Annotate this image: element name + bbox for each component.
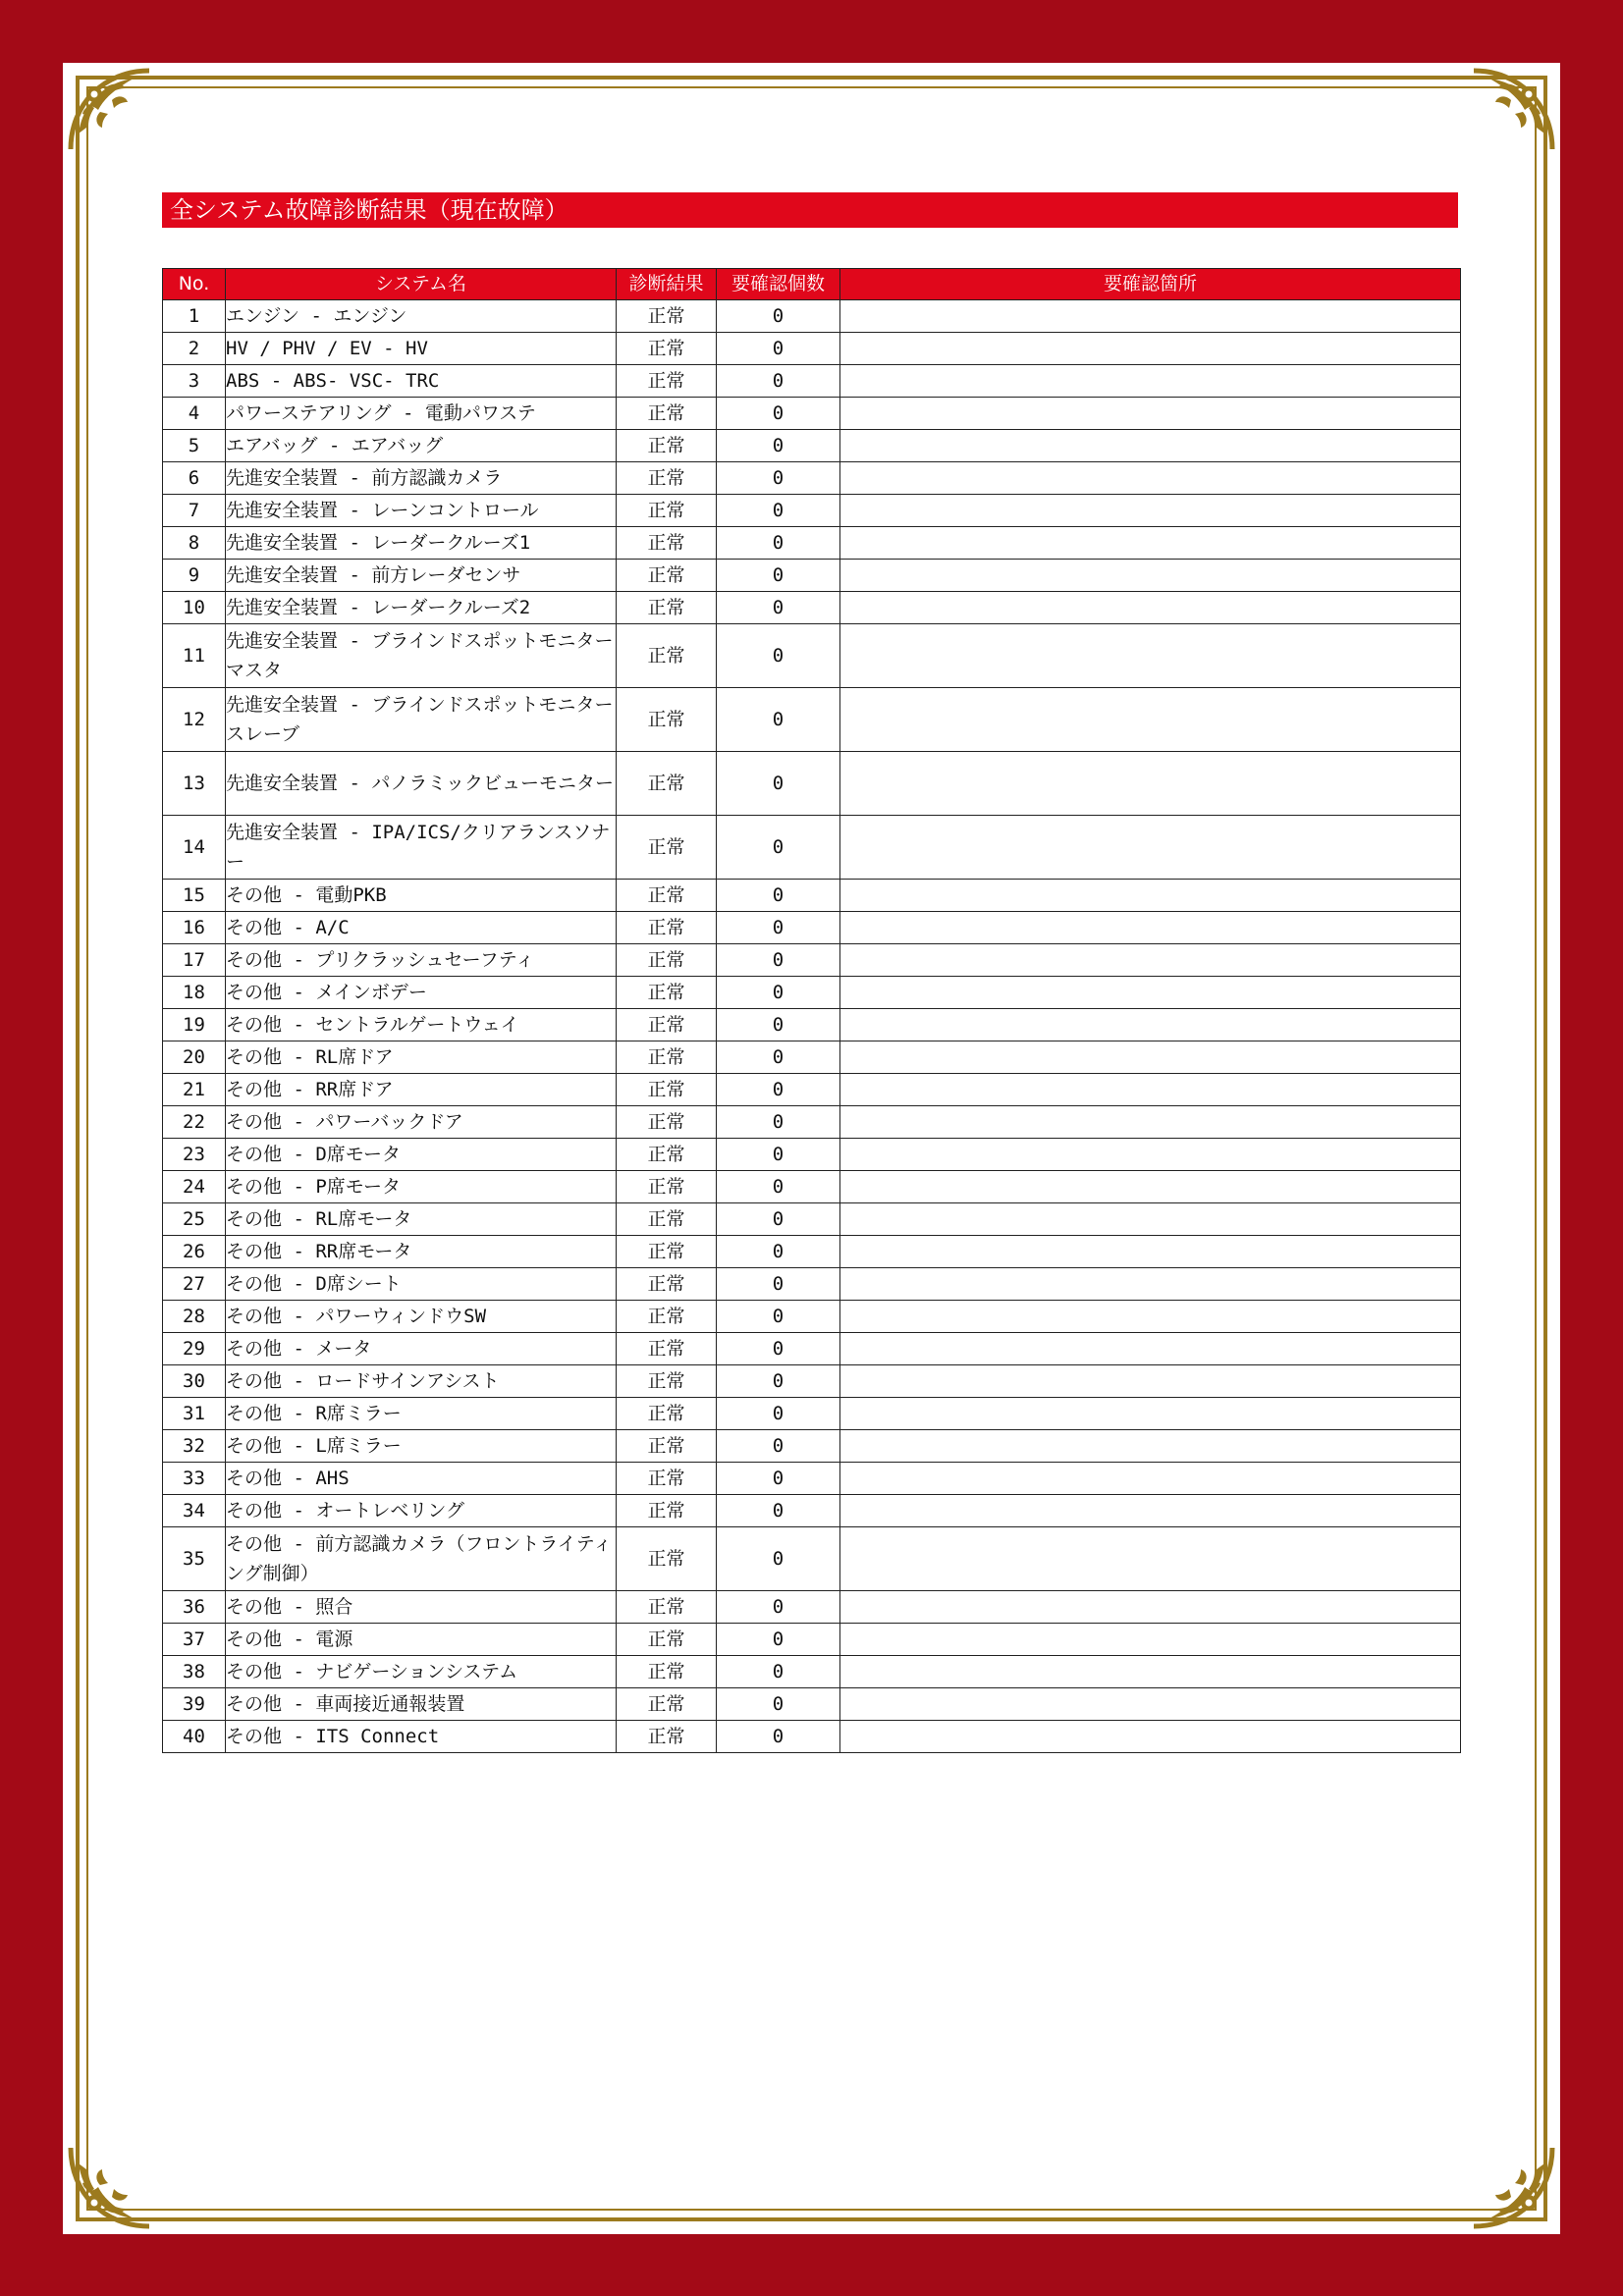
cell-check-location — [840, 688, 1461, 752]
cell-no: 16 — [163, 912, 226, 944]
cell-check-location — [840, 398, 1461, 430]
cell-check-count: 0 — [717, 430, 840, 462]
cell-result: 正常 — [617, 1527, 717, 1591]
cell-check-count: 0 — [717, 1268, 840, 1301]
cell-result: 正常 — [617, 1463, 717, 1495]
cell-no: 25 — [163, 1203, 226, 1236]
table-row — [163, 398, 1461, 430]
cell-system-name: 先進安全装置 - 前方認識カメラ — [226, 462, 617, 495]
table-row — [163, 1527, 1461, 1591]
cell-result: 正常 — [617, 912, 717, 944]
cell-no: 35 — [163, 1527, 226, 1591]
cell-check-count: 0 — [717, 1463, 840, 1495]
cell-result: 正常 — [617, 333, 717, 365]
cell-system-name: ABS - ABS- VSC- TRC — [226, 365, 617, 398]
cell-result: 正常 — [617, 1398, 717, 1430]
cell-no: 32 — [163, 1430, 226, 1463]
cell-no: 19 — [163, 1009, 226, 1041]
cell-check-location — [840, 527, 1461, 560]
cell-result: 正常 — [617, 592, 717, 624]
cell-check-location — [840, 977, 1461, 1009]
cell-check-count: 0 — [717, 1688, 840, 1721]
cell-result: 正常 — [617, 560, 717, 592]
cell-system-name: その他 - オートレベリング — [226, 1495, 617, 1527]
cell-system-name: その他 - RR席モータ — [226, 1236, 617, 1268]
table-row — [163, 752, 1461, 816]
cell-check-location — [840, 560, 1461, 592]
table-row — [163, 688, 1461, 752]
cell-check-location — [840, 1463, 1461, 1495]
cell-check-count: 0 — [717, 462, 840, 495]
table-row — [163, 333, 1461, 365]
table-row — [163, 495, 1461, 527]
cell-check-count: 0 — [717, 1495, 840, 1527]
cell-check-location — [840, 300, 1461, 333]
cell-check-location — [840, 1171, 1461, 1203]
cell-result: 正常 — [617, 1106, 717, 1139]
table-row — [163, 1365, 1461, 1398]
cell-check-count: 0 — [717, 1171, 840, 1203]
cell-no: 3 — [163, 365, 226, 398]
cell-result: 正常 — [617, 1041, 717, 1074]
cell-system-name: その他 - プリクラッシュセーフティ — [226, 944, 617, 977]
header-system-name: システム名 — [226, 269, 617, 300]
cell-system-name: エンジン - エンジン — [226, 300, 617, 333]
cell-no: 31 — [163, 1398, 226, 1430]
cell-check-location — [840, 1624, 1461, 1656]
cell-check-count: 0 — [717, 1236, 840, 1268]
table-body — [163, 300, 1461, 1753]
cell-result: 正常 — [617, 365, 717, 398]
table-row — [163, 1495, 1461, 1527]
cell-check-location — [840, 495, 1461, 527]
cell-system-name: その他 - 照合 — [226, 1591, 617, 1624]
cell-system-name: その他 - ITS Connect — [226, 1721, 617, 1753]
corner-ornament-icon — [65, 2142, 155, 2232]
cell-result: 正常 — [617, 977, 717, 1009]
cell-system-name: その他 - パワーウィンドウSW — [226, 1301, 617, 1333]
cell-check-location — [840, 365, 1461, 398]
cell-check-location — [840, 1106, 1461, 1139]
cell-no: 14 — [163, 816, 226, 880]
cell-no: 40 — [163, 1721, 226, 1753]
cell-check-count: 0 — [717, 495, 840, 527]
header-check-location: 要確認箇所 — [840, 269, 1461, 300]
cell-no: 8 — [163, 527, 226, 560]
cell-check-count: 0 — [717, 592, 840, 624]
cell-result: 正常 — [617, 944, 717, 977]
cell-system-name: その他 - メータ — [226, 1333, 617, 1365]
table-row — [163, 1041, 1461, 1074]
cell-check-location — [840, 1495, 1461, 1527]
table-row — [163, 1268, 1461, 1301]
cell-no: 39 — [163, 1688, 226, 1721]
cell-check-count: 0 — [717, 1106, 840, 1139]
cell-check-location — [840, 880, 1461, 912]
cell-check-location — [840, 1041, 1461, 1074]
cell-check-location — [840, 1656, 1461, 1688]
cell-result: 正常 — [617, 398, 717, 430]
cell-system-name: HV / PHV / EV - HV — [226, 333, 617, 365]
table-row — [163, 1171, 1461, 1203]
cell-check-count: 0 — [717, 560, 840, 592]
cell-no: 11 — [163, 624, 226, 688]
cell-no: 5 — [163, 430, 226, 462]
cell-system-name: その他 - 車両接近通報装置 — [226, 1688, 617, 1721]
cell-no: 37 — [163, 1624, 226, 1656]
table-row — [163, 1203, 1461, 1236]
cell-system-name: 先進安全装置 - レーダークルーズ2 — [226, 592, 617, 624]
table-row — [163, 1139, 1461, 1171]
table-row — [163, 1398, 1461, 1430]
cell-result: 正常 — [617, 1591, 717, 1624]
cell-check-count: 0 — [717, 398, 840, 430]
table-row — [163, 462, 1461, 495]
cell-check-count: 0 — [717, 365, 840, 398]
cell-result: 正常 — [617, 462, 717, 495]
table-row — [163, 1074, 1461, 1106]
cell-check-count: 0 — [717, 1301, 840, 1333]
cell-no: 27 — [163, 1268, 226, 1301]
table-row — [163, 624, 1461, 688]
cell-check-count: 0 — [717, 816, 840, 880]
cell-no: 26 — [163, 1236, 226, 1268]
cell-check-location — [840, 1365, 1461, 1398]
cell-result: 正常 — [617, 300, 717, 333]
cell-no: 10 — [163, 592, 226, 624]
cell-check-location — [840, 1139, 1461, 1171]
header-no: No. — [163, 269, 226, 300]
cell-check-location — [840, 816, 1461, 880]
cell-check-location — [840, 333, 1461, 365]
cell-check-location — [840, 1074, 1461, 1106]
cell-system-name: その他 - 電源 — [226, 1624, 617, 1656]
table-row — [163, 1106, 1461, 1139]
cell-no: 1 — [163, 300, 226, 333]
cell-no: 12 — [163, 688, 226, 752]
cell-check-count: 0 — [717, 1527, 840, 1591]
cell-check-count: 0 — [717, 1721, 840, 1753]
cell-system-name: その他 - D席シート — [226, 1268, 617, 1301]
cell-system-name: 先進安全装置 - IPA/ICS/クリアランスソナー — [226, 816, 617, 880]
cell-system-name: エアバッグ - エアバッグ — [226, 430, 617, 462]
table-row — [163, 1721, 1461, 1753]
table-row — [163, 560, 1461, 592]
cell-system-name: 先進安全装置 - ブラインドスポットモニター マスタ — [226, 624, 617, 688]
cell-system-name: 先進安全装置 - レーダークルーズ1 — [226, 527, 617, 560]
cell-system-name: その他 - 前方認識カメラ（フロントライティング制御） — [226, 1527, 617, 1591]
cell-no: 15 — [163, 880, 226, 912]
cell-no: 7 — [163, 495, 226, 527]
cell-result: 正常 — [617, 1688, 717, 1721]
table-row — [163, 1236, 1461, 1268]
cell-result: 正常 — [617, 752, 717, 816]
header-result: 診断結果 — [617, 269, 717, 300]
table-row — [163, 880, 1461, 912]
table-row — [163, 1591, 1461, 1624]
cell-result: 正常 — [617, 1171, 717, 1203]
cell-no: 20 — [163, 1041, 226, 1074]
cell-result: 正常 — [617, 495, 717, 527]
cell-check-count: 0 — [717, 912, 840, 944]
cell-check-location — [840, 1333, 1461, 1365]
cell-check-count: 0 — [717, 1591, 840, 1624]
cell-result: 正常 — [617, 1656, 717, 1688]
cell-check-count: 0 — [717, 624, 840, 688]
table-row — [163, 1624, 1461, 1656]
table-row — [163, 1463, 1461, 1495]
table-row — [163, 592, 1461, 624]
cell-result: 正常 — [617, 880, 717, 912]
cell-check-location — [840, 1430, 1461, 1463]
cell-system-name: その他 - D席モータ — [226, 1139, 617, 1171]
cell-check-count: 0 — [717, 688, 840, 752]
cell-no: 33 — [163, 1463, 226, 1495]
diagnosis-results-table — [162, 268, 1461, 1753]
cell-result: 正常 — [617, 1333, 717, 1365]
cell-check-location — [840, 462, 1461, 495]
table-row — [163, 1656, 1461, 1688]
cell-check-location — [840, 1688, 1461, 1721]
cell-result: 正常 — [617, 1430, 717, 1463]
cell-no: 17 — [163, 944, 226, 977]
cell-check-location — [840, 1203, 1461, 1236]
cell-result: 正常 — [617, 1009, 717, 1041]
cell-no: 13 — [163, 752, 226, 816]
cell-result: 正常 — [617, 1624, 717, 1656]
cell-check-count: 0 — [717, 1041, 840, 1074]
cell-check-count: 0 — [717, 1398, 840, 1430]
cell-check-location — [840, 1527, 1461, 1591]
report-page — [63, 63, 1560, 2234]
cell-no: 30 — [163, 1365, 226, 1398]
cell-no: 6 — [163, 462, 226, 495]
cell-check-location — [840, 1301, 1461, 1333]
cell-system-name: その他 - メインボデー — [226, 977, 617, 1009]
cell-check-location — [840, 912, 1461, 944]
cell-check-count: 0 — [717, 1656, 840, 1688]
table-row — [163, 816, 1461, 880]
cell-check-count: 0 — [717, 977, 840, 1009]
cell-system-name: その他 - ロードサインアシスト — [226, 1365, 617, 1398]
table-row — [163, 944, 1461, 977]
cell-no: 4 — [163, 398, 226, 430]
cell-system-name: 先進安全装置 - 前方レーダセンサ — [226, 560, 617, 592]
corner-ornament-icon — [1468, 2142, 1558, 2232]
cell-result: 正常 — [617, 624, 717, 688]
cell-system-name: その他 - 電動PKB — [226, 880, 617, 912]
cell-system-name: 先進安全装置 - レーンコントロール — [226, 495, 617, 527]
cell-check-count: 0 — [717, 1139, 840, 1171]
cell-result: 正常 — [617, 1268, 717, 1301]
cell-system-name: その他 - RL席ドア — [226, 1041, 617, 1074]
cell-result: 正常 — [617, 1301, 717, 1333]
cell-system-name: その他 - ナビゲーションシステム — [226, 1656, 617, 1688]
cell-check-location — [840, 430, 1461, 462]
cell-check-count: 0 — [717, 527, 840, 560]
cell-no: 21 — [163, 1074, 226, 1106]
cell-no: 34 — [163, 1495, 226, 1527]
cell-result: 正常 — [617, 1721, 717, 1753]
cell-no: 28 — [163, 1301, 226, 1333]
cell-result: 正常 — [617, 1365, 717, 1398]
cell-result: 正常 — [617, 527, 717, 560]
cell-check-count: 0 — [717, 944, 840, 977]
cell-result: 正常 — [617, 688, 717, 752]
table-row — [163, 430, 1461, 462]
cell-system-name: その他 - セントラルゲートウェイ — [226, 1009, 617, 1041]
cell-check-location — [840, 1398, 1461, 1430]
cell-no: 36 — [163, 1591, 226, 1624]
cell-check-count: 0 — [717, 1009, 840, 1041]
cell-system-name: パワーステアリング - 電動パワステ — [226, 398, 617, 430]
cell-result: 正常 — [617, 430, 717, 462]
cell-check-location — [840, 1721, 1461, 1753]
table-row — [163, 1430, 1461, 1463]
cell-check-location — [840, 944, 1461, 977]
table-row — [163, 1009, 1461, 1041]
cell-check-location — [840, 1236, 1461, 1268]
cell-check-count: 0 — [717, 300, 840, 333]
cell-no: 29 — [163, 1333, 226, 1365]
cell-check-location — [840, 624, 1461, 688]
cell-check-location — [840, 1009, 1461, 1041]
section-title: 全システム故障診断結果（現在故障） — [162, 192, 1458, 228]
corner-ornament-icon — [1468, 65, 1558, 155]
cell-no: 9 — [163, 560, 226, 592]
cell-system-name: その他 - R席ミラー — [226, 1398, 617, 1430]
table-row — [163, 1301, 1461, 1333]
cell-result: 正常 — [617, 1074, 717, 1106]
cell-system-name: その他 - AHS — [226, 1463, 617, 1495]
corner-ornament-icon — [65, 65, 155, 155]
cell-check-location — [840, 1268, 1461, 1301]
cell-check-count: 0 — [717, 1074, 840, 1106]
cell-system-name: 先進安全装置 - パノラミックビューモニター — [226, 752, 617, 816]
table-row — [163, 977, 1461, 1009]
cell-check-count: 0 — [717, 333, 840, 365]
table-row — [163, 1688, 1461, 1721]
cell-result: 正常 — [617, 1139, 717, 1171]
cell-check-count: 0 — [717, 1365, 840, 1398]
cell-check-count: 0 — [717, 1203, 840, 1236]
cell-system-name: その他 - L席ミラー — [226, 1430, 617, 1463]
table-header-row — [163, 269, 1461, 300]
cell-result: 正常 — [617, 1236, 717, 1268]
cell-check-count: 0 — [717, 1624, 840, 1656]
cell-result: 正常 — [617, 816, 717, 880]
cell-system-name: その他 - A/C — [226, 912, 617, 944]
cell-no: 23 — [163, 1139, 226, 1171]
cell-system-name: その他 - パワーバックドア — [226, 1106, 617, 1139]
cell-no: 38 — [163, 1656, 226, 1688]
cell-check-count: 0 — [717, 1430, 840, 1463]
cell-result: 正常 — [617, 1203, 717, 1236]
table-row — [163, 527, 1461, 560]
table-row — [163, 912, 1461, 944]
cell-no: 22 — [163, 1106, 226, 1139]
cell-check-location — [840, 752, 1461, 816]
cell-result: 正常 — [617, 1495, 717, 1527]
header-check-count: 要確認個数 — [717, 269, 840, 300]
cell-check-location — [840, 592, 1461, 624]
table-row — [163, 1333, 1461, 1365]
cell-no: 2 — [163, 333, 226, 365]
cell-no: 24 — [163, 1171, 226, 1203]
cell-system-name: その他 - P席モータ — [226, 1171, 617, 1203]
cell-check-location — [840, 1591, 1461, 1624]
cell-system-name: その他 - RR席ドア — [226, 1074, 617, 1106]
cell-check-count: 0 — [717, 752, 840, 816]
table-row — [163, 365, 1461, 398]
cell-no: 18 — [163, 977, 226, 1009]
cell-system-name: その他 - RL席モータ — [226, 1203, 617, 1236]
cell-check-count: 0 — [717, 1333, 840, 1365]
table-row — [163, 300, 1461, 333]
cell-system-name: 先進安全装置 - ブラインドスポットモニター スレーブ — [226, 688, 617, 752]
cell-check-count: 0 — [717, 880, 840, 912]
